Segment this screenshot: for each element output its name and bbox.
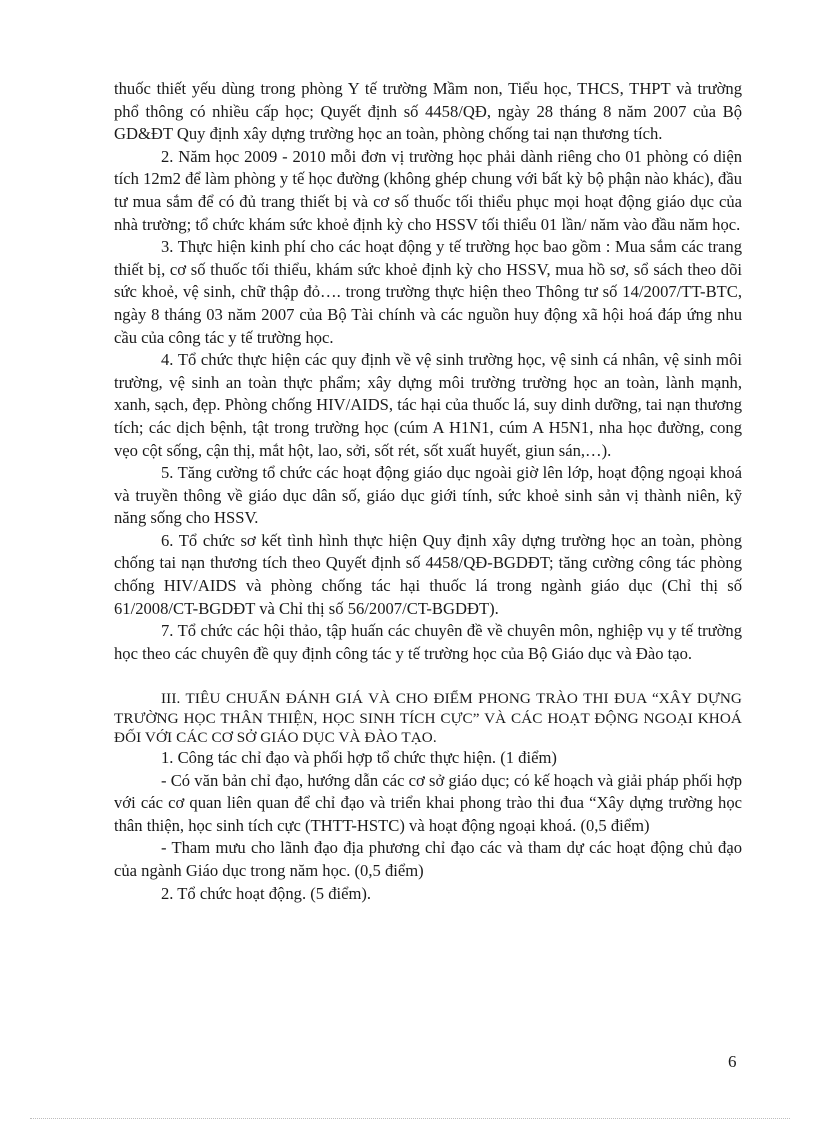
paragraph-item-5: 5. Tăng cường tổ chức các hoạt động giáo dục ngoài giờ lên lớp, hoạt động ngoại khoá và truyền thông về giáo dục dân số, giáo dục giới tính, sức khoẻ sinh sản vị thành niên, kỹ năng sống cho HSSV. xyxy=(114,463,742,528)
paragraph-item-6: 6. Tổ chức sơ kết tình hình thực hiện Quy định xây dựng trường học an toàn, phòng chống tai nạn thương tích theo Quyết định số 4458/QĐ-BGDĐT; tăng cường công tác phòng chống HIV/AIDS và phòng chống tác hại thuốc lá trong ngành giáo dục (Chỉ thị số 61/2008/CT-BGDĐT và Chỉ thị số 56/2007/CT-BGDĐT). xyxy=(114,530,742,618)
paragraph-item-3: 3. Thực hiện kinh phí cho các hoạt động y tế trường học bao gồm : Mua sắm các trang thiết bị, cơ số thuốc tối thiểu, khám sức khoẻ định kỳ cho HSSV, mua hồ sơ, sổ sách theo dõi sức khoẻ, vệ sinh, chữ thập đỏ…. trong trường thực hiện theo Thông tư số 14/2007/TT-BTC, ngày 8 tháng 03 năm 2007 của Bộ Tài chính và các nguồn huy động xã hội hoá đáp ứng nhu cầu của công tác y tế trường học. xyxy=(114,237,742,347)
section-bullet-1: - Có văn bản chỉ đạo, hướng dẫn các cơ sở giáo dục; có kế hoạch và giải pháp phối hợp với các cơ quan liên quan để chỉ đạo và triển khai phong trào thi đua “Xây dựng trường học thân thiện, học sinh tích cực (THTT-HSTC) và hoạt động ngoại khoá. (0,5 điểm) xyxy=(114,770,742,835)
section-gap xyxy=(114,665,742,689)
document-body xyxy=(114,78,742,905)
page-bottom-divider xyxy=(30,1118,790,1119)
section-item-1: 1. Công tác chỉ đạo và phối hợp tổ chức thực hiện. (1 điểm) xyxy=(161,748,557,768)
paragraph-item-7: 7. Tổ chức các hội thảo, tập huấn các chuyên đề về chuyên môn, nghiệp vụ y tế trường học theo các chuyên đề quy định công tác y tế trường học của Bộ Giáo dục và Đào tạo. xyxy=(114,621,742,663)
page-number: 6 xyxy=(728,1052,737,1071)
paragraph-item-2: 2. Năm học 2009 - 2010 mỗi đơn vị trường học phải dành riêng cho 01 phòng có diện tích 12m2 để làm phòng y tế học đường (không ghép chung với bất kỳ bộ phận nào khác), đầu tư mua sắm để có đủ trang thiết bị và cơ số thuốc tối thiểu phục mọi hoạt động giáo dục của nhà trường; tổ chức khám sức khoẻ định kỳ cho HSSV tối thiểu 01 lần/ năm vào đầu năm học. xyxy=(114,146,742,234)
section-heading: III. TIÊU CHUẨN ĐÁNH GIÁ VÀ CHO ĐIỂM PHONG TRÀO THI ĐUA “XÂY DỰNG TRƯỜNG HỌC THÂN THIỆN, HỌC SINH TÍCH CỰC” VÀ CÁC HOẠT ĐỘNG NGOẠI KHOÁ ĐỐI VỚI CÁC CƠ SỞ GIÁO DỤC VÀ ĐÀO TẠO. xyxy=(114,690,742,746)
section-item-2: 2. Tổ chức hoạt động. (5 điểm). xyxy=(161,883,372,903)
section-bullet-2: - Tham mưu cho lãnh đạo địa phương chỉ đạo các và tham dự các hoạt động chủ đạo của ngành Giáo dục trong năm học. (0,5 điểm) xyxy=(114,838,742,881)
paragraph-continuation: thuốc thiết yếu dùng trong phòng Y tế trường Mầm non, Tiểu học, THCS, THPT và trường phổ thông có nhiều cấp học; Quyết định số 4458/QĐ, ngày 28 tháng 8 năm 2007 của Bộ GD&ĐT Quy định xây dựng trường học an toàn, phòng chống tai nạn thương tích. xyxy=(114,79,742,144)
paragraph-item-4: 4. Tổ chức thực hiện các quy định về vệ sinh trường học, vệ sinh cá nhân, vệ sinh môi trường, vệ sinh an toàn thực phẩm; xây dựng môi trường trường học an toàn, lành mạnh, xanh, sạch, đẹp. Phòng chống HIV/AIDS, tác hại của thuốc lá, suy dinh dưỡng, tai nạn thương tích; các dịch bệnh, tật trong trường học (cúm A H1N1, cúm A H5N1, nha học đường, cong vẹo cột sống, cận thị, mắt hột, lao, sởi, sốt rét, sốt xuất huyết, giun sán,…). xyxy=(114,350,742,460)
